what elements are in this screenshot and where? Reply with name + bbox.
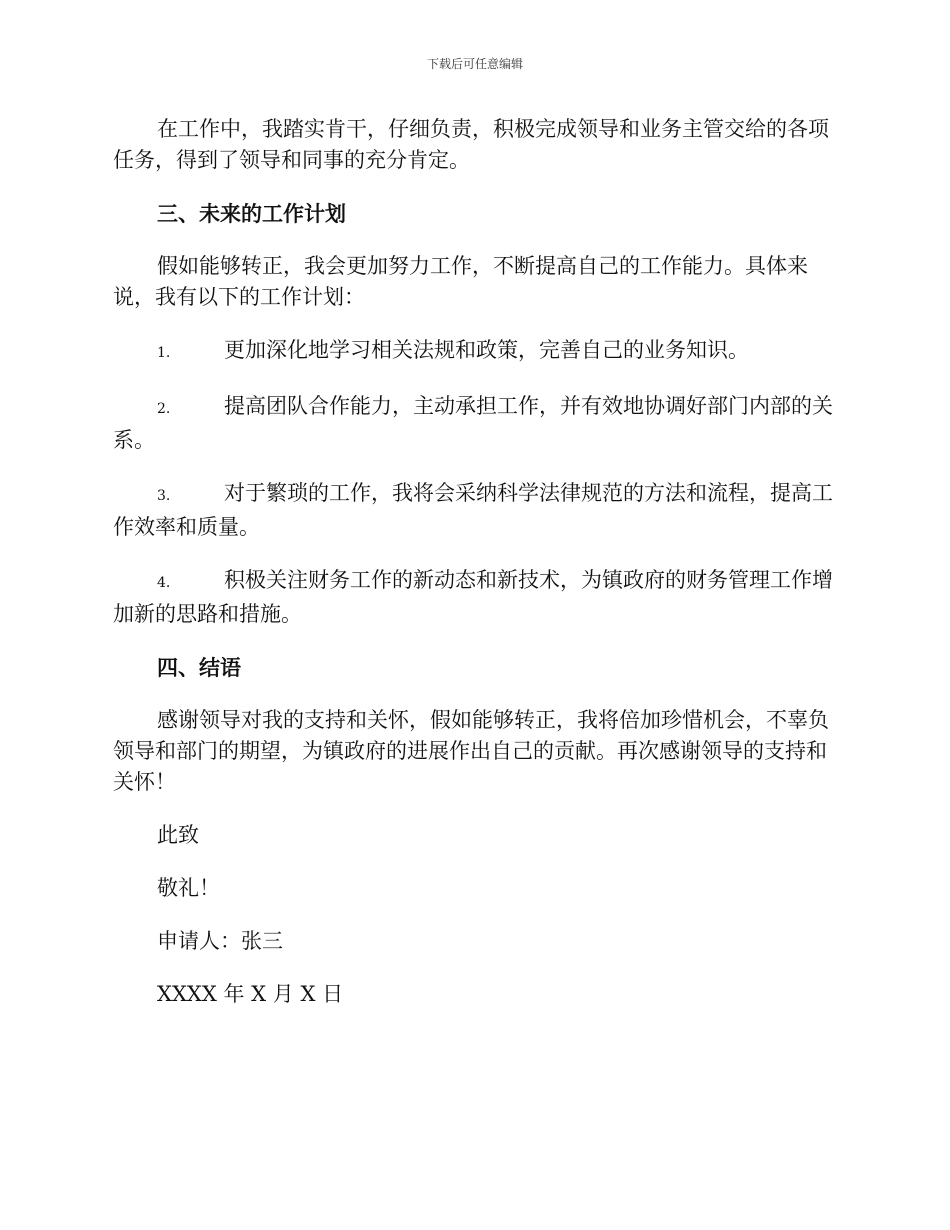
list-item-text: 积极关注财务工作的新动态和新技术，为镇政府的财务管理工作增加新的思路和措施。	[113, 568, 833, 626]
document-body	[113, 114, 833, 1010]
list-item-number: 4.	[157, 575, 171, 591]
page-header: 下载后可任意编辑	[426, 57, 523, 71]
application-date: XXXX 年 X 月 X 日	[157, 982, 344, 1006]
closing-regards: 敬礼！	[157, 876, 220, 900]
list-item-number: 1.	[157, 345, 171, 361]
list-item	[113, 565, 833, 630]
list-item-text: 对于繁琐的工作，我将会采纳科学法律规范的方法和流程，提高工作效率和质量。	[113, 481, 833, 539]
intro-paragraph: 在工作中，我踏实肯干，仔细负责，积极完成领导和业务主管交给的各项任务，得到了领导和同事的充分肯定。	[113, 117, 829, 172]
list-item-number: 3.	[157, 488, 171, 504]
list-item	[113, 478, 833, 543]
section4-heading: 四、结语	[157, 655, 241, 680]
section3-heading: 三、未来的工作计划	[157, 201, 346, 226]
list-item-number: 2.	[157, 401, 171, 417]
closing-salutation: 此致	[157, 823, 199, 847]
section4-paragraph: 感谢领导对我的支持和关怀，假如能够转正，我将倍加珍惜机会，不辜负领导和部门的期望，为镇政府的进展作出自己的贡献。再次感谢领导的支持和关怀！	[113, 708, 829, 794]
section3-paragraph: 假如能够转正，我会更加努力工作，不断提高自己的工作能力。具体来说，我有以下的工作计划：	[113, 254, 808, 309]
list-item-text: 提高团队合作能力，主动承担工作，并有效地协调好部门内部的关系。	[113, 394, 833, 452]
list-item	[113, 391, 833, 456]
list-item-text: 更加深化地学习相关法规和政策，完善自己的业务知识。	[224, 338, 749, 362]
list-item	[113, 335, 833, 369]
applicant-name: 申请人：张三	[157, 929, 283, 953]
